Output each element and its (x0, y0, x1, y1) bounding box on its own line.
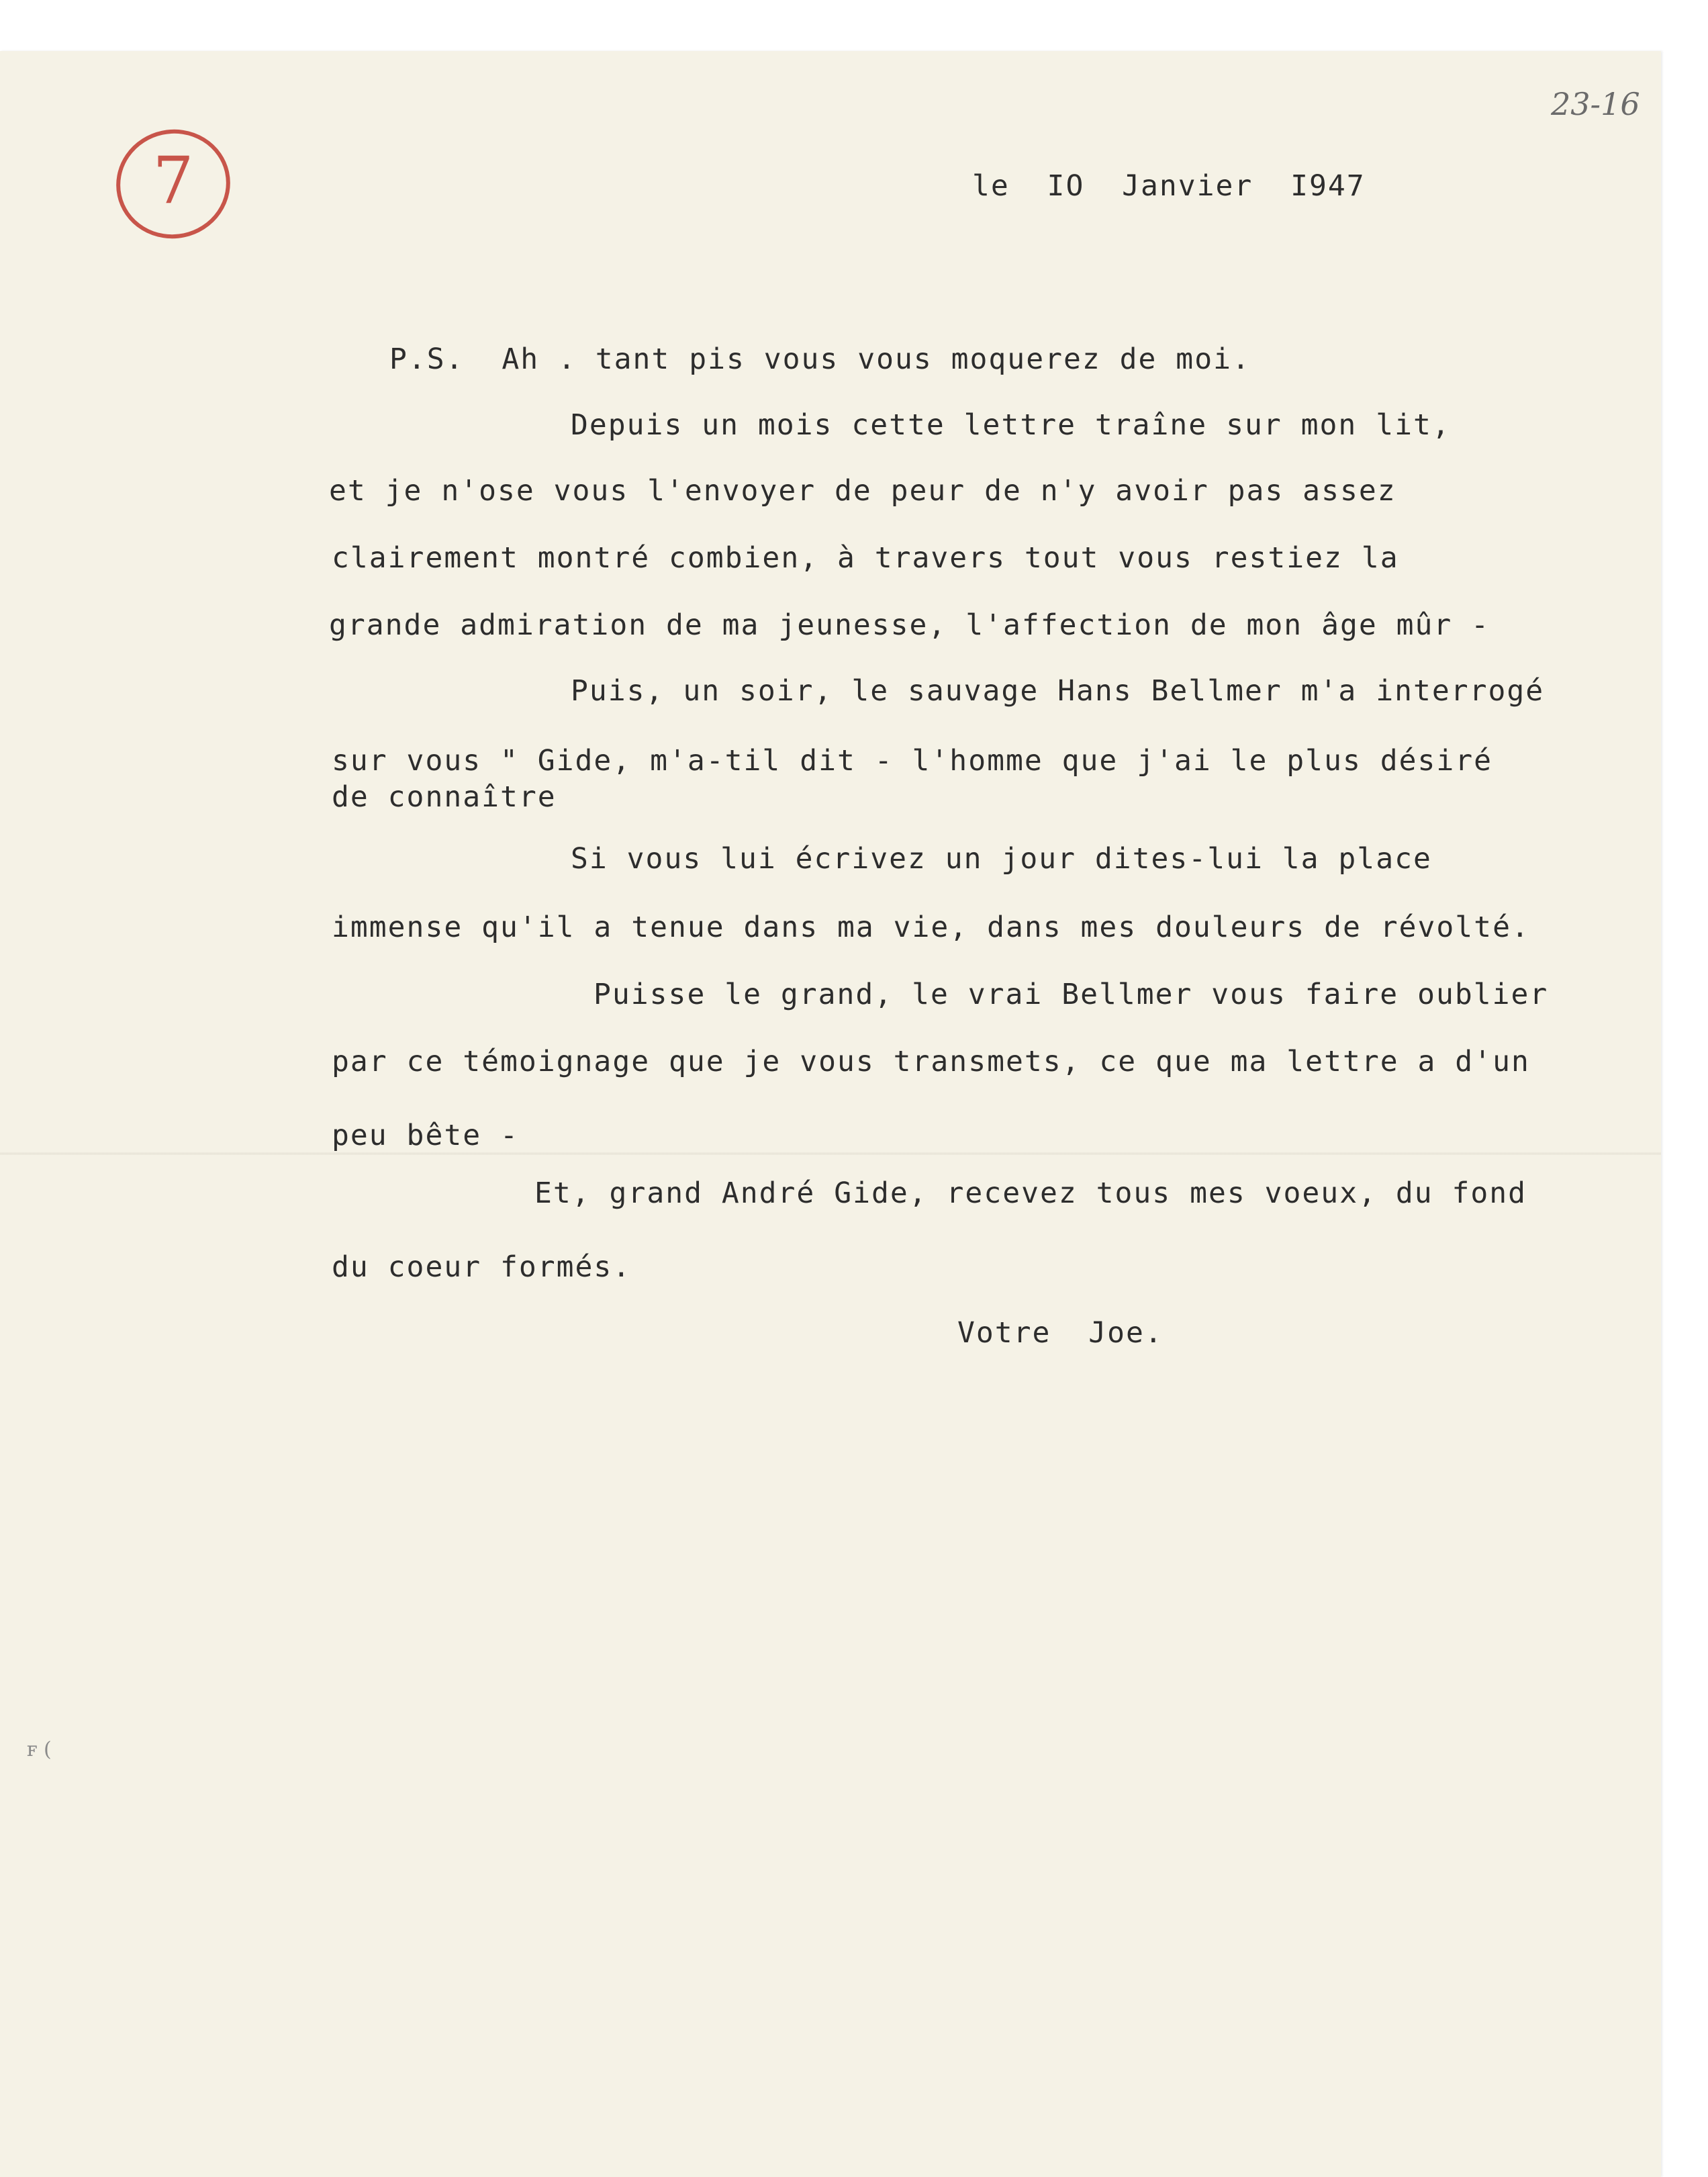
letter-line: de connaître (332, 780, 557, 814)
letter-signature: Votre Joe. (957, 1316, 1164, 1350)
letter-line: clairement montré combien, à travers tout vous restiez la (332, 541, 1399, 575)
stamp-number: 7 (152, 143, 194, 218)
letter-line: Et, grand André Gide, recevez tous mes voeux, du fond (534, 1176, 1527, 1210)
letter-line: Puis, un soir, le sauvage Hans Bellmer m'a interrogé (571, 674, 1545, 708)
page-number: 23-16 (1551, 86, 1640, 122)
letter-line: sur vous " Gide, m'a-til dit - l'homme que j'ai le plus désiré (332, 744, 1493, 778)
letter-line: immense qu'il a tenue dans ma vie, dans mes douleurs de révolté. (332, 911, 1530, 944)
letter-line: et je n'ose vous l'envoyer de peur de n'y avoir pas assez (329, 474, 1396, 508)
letter-line: grande admiration de ma jeunesse, l'affection de mon âge mûr - (329, 608, 1490, 642)
archive-stamp-icon (109, 118, 236, 246)
letter-line: peu bête - (332, 1119, 519, 1152)
letter-line: par ce témoignage que je vous transmets, ce que ma lettre a d'un (332, 1045, 1530, 1078)
letter-line: Puisse le grand, le vrai Bellmer vous faire oublier (594, 978, 1549, 1011)
letter-line: Si vous lui écrivez un jour dites-lui la place (571, 842, 1432, 876)
margin-mark: ꜰ ( (27, 1738, 52, 1761)
paper-fold (0, 1152, 1661, 1155)
letter-line: P.S. Ah . tant pis vous vous moquerez de moi. (389, 342, 1251, 376)
letter-date: le IO Janvier I947 (972, 169, 1366, 203)
letter-line: Depuis un mois cette lettre traîne sur mon lit, (571, 408, 1451, 442)
letter-line: du coeur formés. (332, 1250, 632, 1284)
